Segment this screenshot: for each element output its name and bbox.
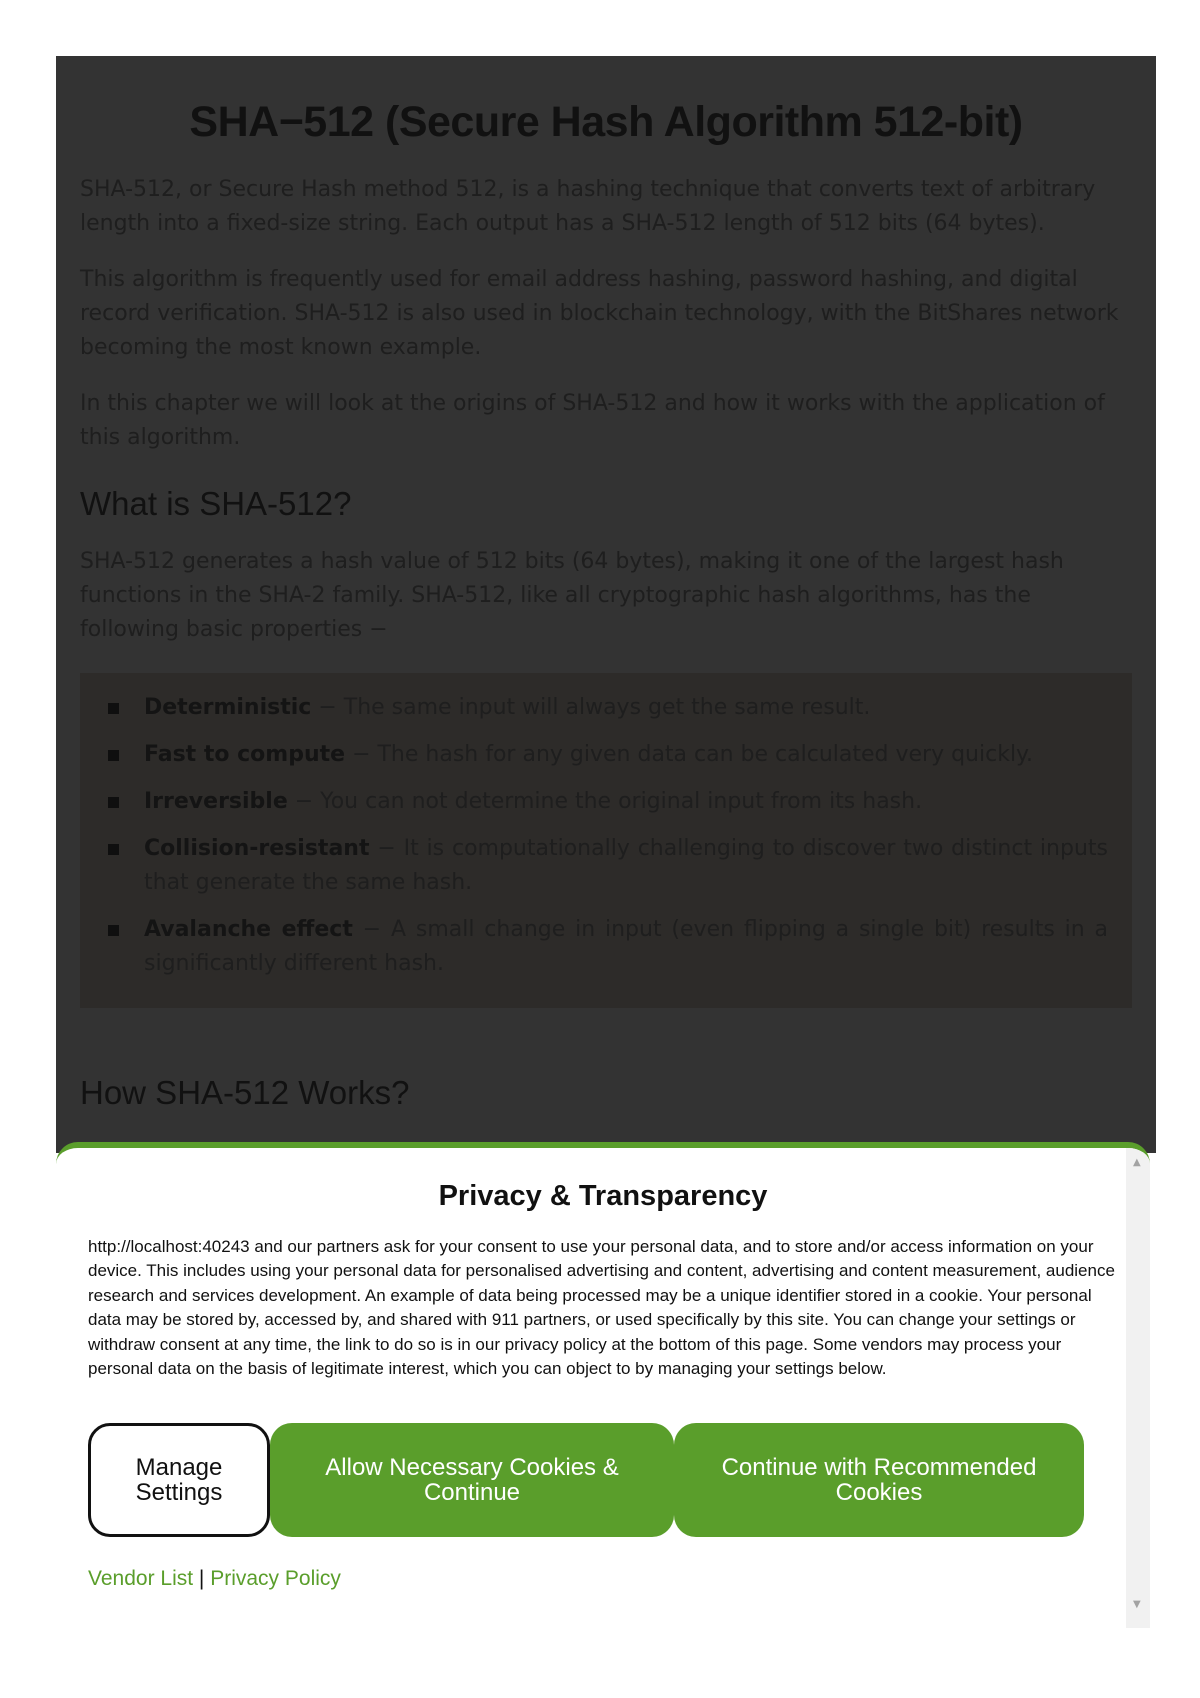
property-description: − A small change in input (even flipping a single bit) results in a significantly different hash. (144, 917, 1108, 976)
square-bullet-icon (108, 844, 119, 855)
intro-paragraph-3: In this chapter we will look at the origins of SHA-512 and how it works with the application of this algorithm. (80, 391, 1105, 450)
property-description: − The hash for any given data can be calculated very quickly. (345, 742, 1033, 767)
article-content (56, 98, 1156, 1112)
continue-recommended-button[interactable]: Continue with Recommended Cookies (674, 1423, 1084, 1537)
list-item (104, 785, 1108, 819)
consent-footer-links (88, 1567, 1118, 1591)
manage-settings-button[interactable]: Manage Settings (88, 1423, 270, 1537)
property-description: − It is computationally challenging to discover two distinct inputs that generate the same hash. (144, 836, 1108, 895)
list-item (104, 832, 1108, 900)
property-term: Collision-resistant (144, 836, 370, 861)
square-bullet-icon (108, 750, 119, 761)
consent-title: Privacy & Transparency (438, 1180, 768, 1212)
page-title: SHA−512 (Secure Hash Algorithm 512-bit) (189, 98, 1023, 146)
property-description: − You can not determine the original input from its hash. (287, 789, 923, 814)
property-term: Deterministic (144, 695, 312, 720)
section-heading-what-is: What is SHA-512? (80, 485, 352, 522)
consent-dialog (56, 1142, 1150, 1628)
article-page (56, 56, 1156, 1153)
link-separator: | (193, 1567, 211, 1591)
privacy-policy-link[interactable]: Privacy Policy (210, 1567, 341, 1591)
triangle-down-icon[interactable]: ▼ (1133, 1599, 1141, 1610)
vendor-list-link[interactable]: Vendor List (88, 1567, 194, 1591)
consent-body: http://localhost:40243 and our partners ask for your consent to use your personal data, and to store and/or access information on your device. This includes using your personal data for personalised advertising and content, advertising and content measurement, audience research and services development. An example of data being processed may be a unique identifier stored in a cookie. Your personal data may be stored by, accessed by, and shared with 911 partners, or used specifically by this site. You can change your settings or withdraw consent at any time, the link to do so is in our privacy policy at the bottom of this page. Some vendors may process your personal data on the basis of legitimate interest, which you can object to by managing your settings below. (88, 1237, 1115, 1379)
property-term: Irreversible (144, 789, 288, 814)
square-bullet-icon (108, 797, 119, 808)
dialog-scrollbar[interactable] (1126, 1148, 1150, 1628)
properties-list (80, 673, 1132, 1008)
allow-necessary-button[interactable]: Allow Necessary Cookies & Continue (270, 1423, 674, 1537)
consent-buttons (88, 1423, 1118, 1537)
square-bullet-icon (108, 925, 119, 936)
intro-paragraph-1: SHA-512, or Secure Hash method 512, is a hashing technique that converts text of arbitrary length into a fixed-size string. Each output has a SHA-512 length of 512 bits (64 bytes). (80, 177, 1096, 236)
property-term: Fast to compute (144, 742, 346, 767)
square-bullet-icon (108, 703, 119, 714)
property-term: Avalanche effect (144, 917, 353, 942)
list-item (104, 691, 1108, 725)
list-item (104, 913, 1108, 981)
list-item (104, 738, 1108, 772)
section-paragraph: SHA-512 generates a hash value of 512 bits (64 bytes), making it one of the largest hash functions in the SHA-2 family. SHA-512, like all cryptographic hash algorithms, has the following basic properties − (80, 549, 1064, 642)
property-description: − The same input will always get the same result. (311, 695, 871, 720)
section-heading-how-works: How SHA-512 Works? (80, 1074, 410, 1111)
triangle-up-icon[interactable]: ▲ (1133, 1157, 1141, 1168)
intro-paragraph-2: This algorithm is frequently used for email address hashing, password hashing, and digital record verification. SHA-512 is also used in blockchain technology, with the BitShares network becoming the most known example. (80, 267, 1119, 360)
